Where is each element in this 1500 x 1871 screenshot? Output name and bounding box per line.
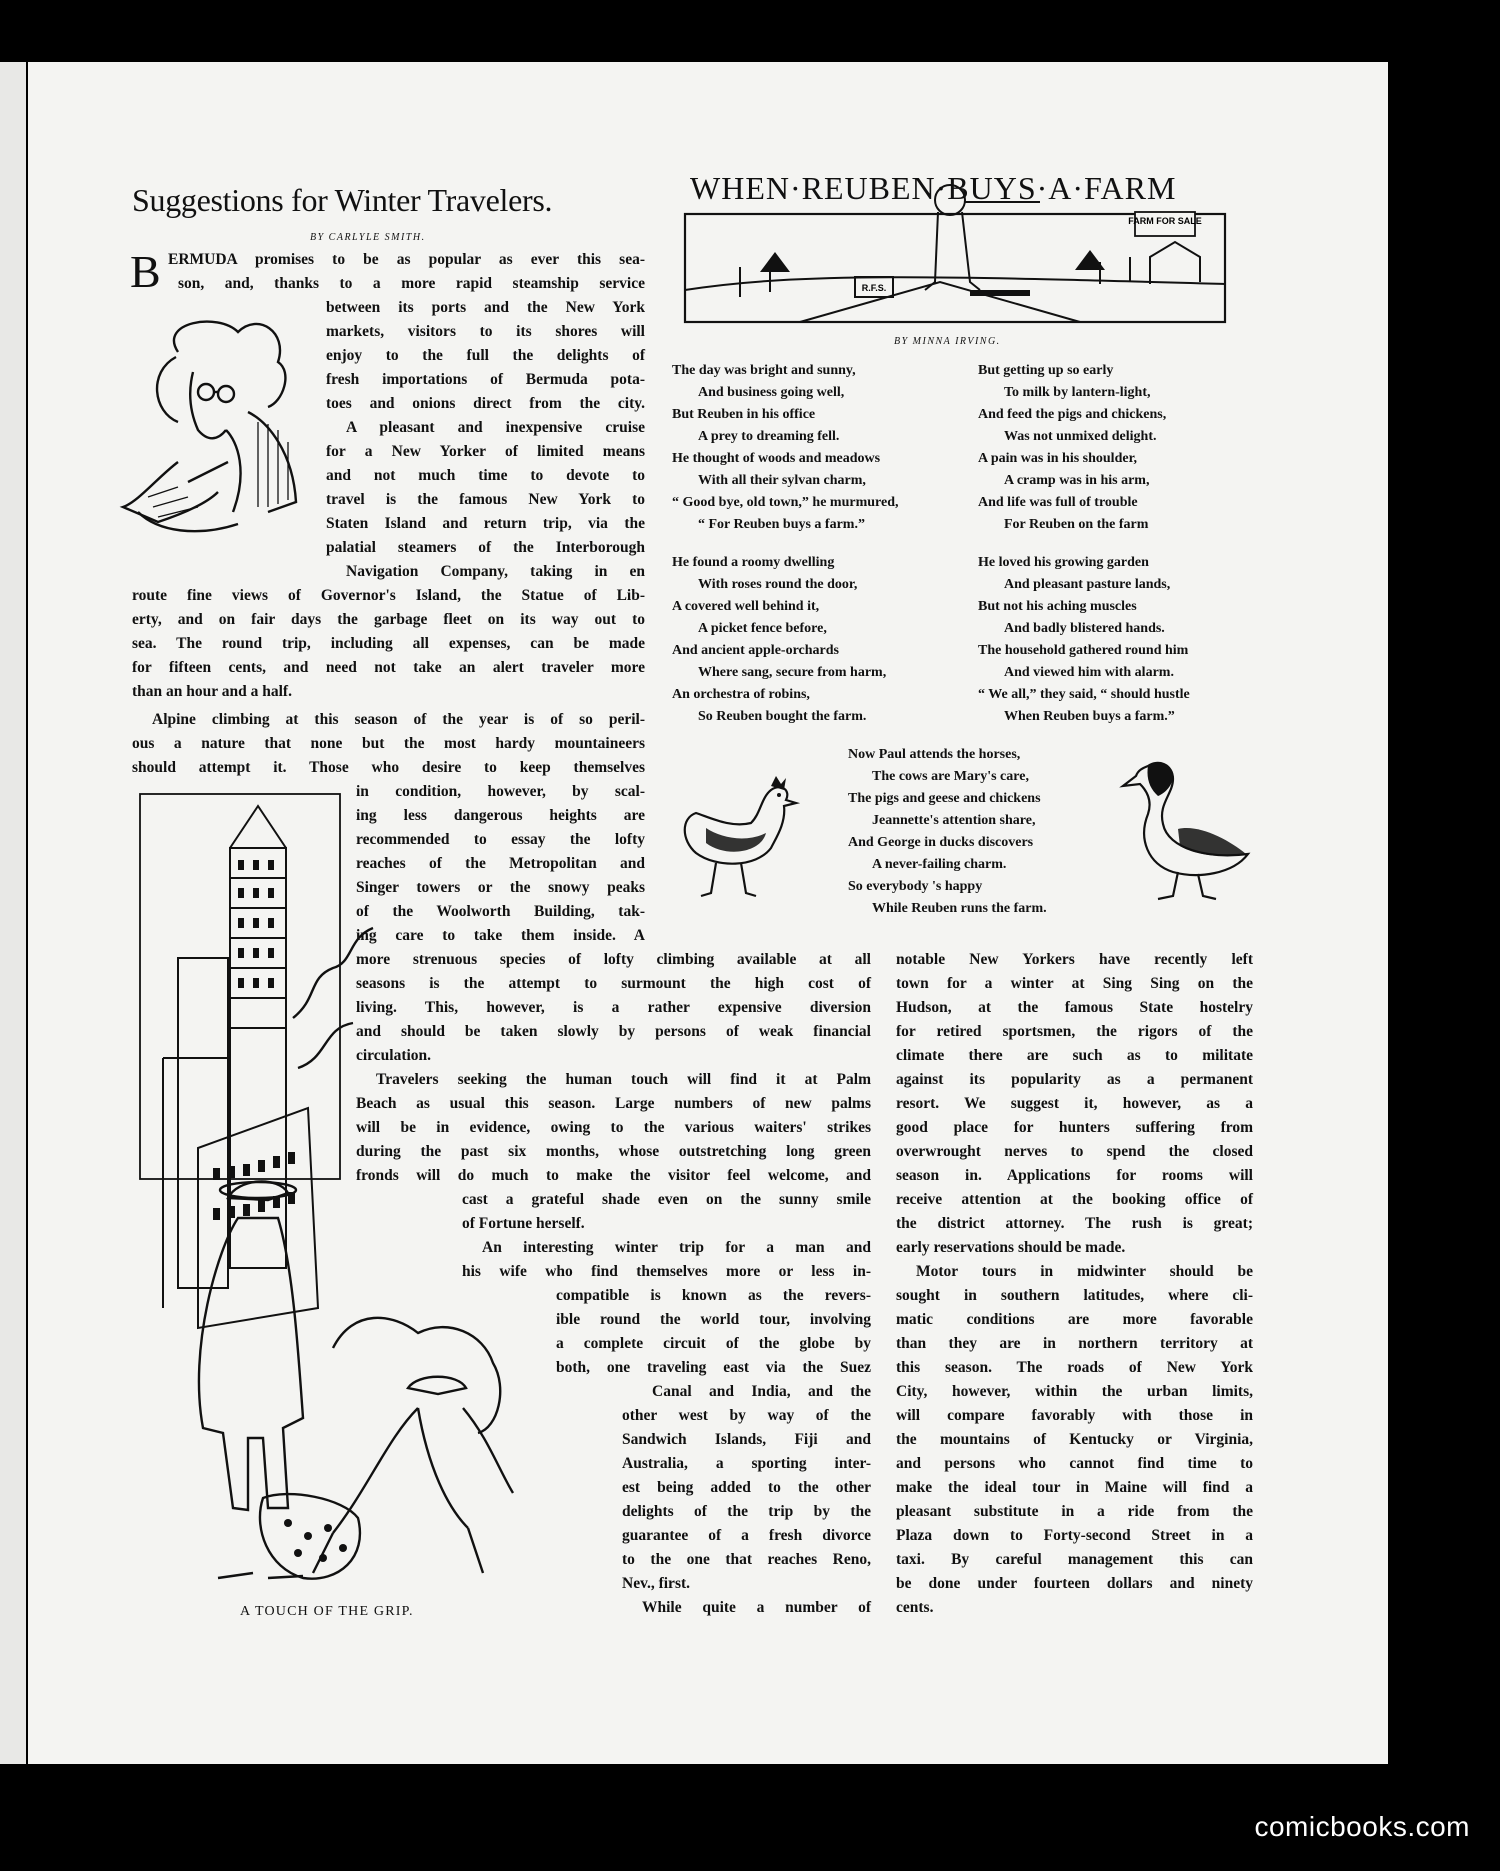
poem-line: Was not unmixed delight. — [1004, 429, 1157, 444]
poem-line: A prey to dreaming fell. — [698, 429, 840, 444]
poem-line: And pleasant pasture lands, — [1004, 577, 1171, 592]
watermark: comicbooks.com — [1254, 1811, 1470, 1842]
article-line: cast a grateful shade even on the sunny smile — [462, 1191, 871, 1208]
article-line: than an hour and a half. — [132, 683, 292, 700]
article-line: both, one traveling east via the Suez — [556, 1359, 871, 1376]
poem-line: To milk by lantern-light, — [1004, 385, 1151, 400]
poem-line: He thought of woods and meadows — [672, 451, 881, 466]
article-line: than they are in northern territory at — [896, 1335, 1253, 1352]
article-line: Australia, a sporting inter- — [622, 1455, 871, 1472]
article-line: reaches of the Metropolitan and — [356, 855, 645, 872]
article-line: markets, visitors to its shores will — [326, 323, 645, 340]
article-line: will be in evidence, owing to the various waiters' strikes — [356, 1119, 871, 1136]
article-line: Beach as usual this season. Large numbers of new palms — [356, 1095, 871, 1112]
article-line: should attempt it. Those who desire to keep themselves — [132, 759, 645, 776]
article-byline: BY CARLYLE SMITH. — [310, 232, 426, 243]
poem-line: When Reuben buys a farm.” — [1004, 709, 1175, 724]
poem-line: While Reuben runs the farm. — [872, 901, 1047, 916]
article-line: be done under fourteen dollars and ninety — [896, 1575, 1253, 1592]
article-line: his wife who find themselves more or less in- — [462, 1263, 871, 1280]
article-line: overwrought nerves to spend the closed — [896, 1143, 1253, 1160]
article-line: this season. The roads of New York — [896, 1359, 1253, 1376]
hen-illustration — [676, 768, 806, 908]
article-line: travel is the famous New York to — [326, 491, 645, 508]
poem-line: And badly blistered hands. — [1004, 621, 1165, 636]
article-line: A pleasant and inexpensive cruise — [346, 419, 645, 436]
poem-line: With roses round the door, — [698, 577, 858, 592]
poem-line: The pigs and geese and chickens — [848, 791, 1041, 806]
article-line: in condition, however, by scal- — [356, 783, 645, 800]
article-line: ing less dangerous heights are — [356, 807, 645, 824]
poem-line: Where sang, secure from harm, — [698, 665, 887, 680]
poem-line: So Reuben bought the farm. — [698, 709, 867, 724]
touch-of-the-grip-illustration — [118, 788, 598, 1596]
article-line: taxi. By careful management this can — [896, 1551, 1253, 1568]
article-line: resort. We suggest it, however, as a — [896, 1095, 1253, 1112]
article-line: and persons who cannot find time to — [896, 1455, 1253, 1472]
article-line: Hudson, at the famous State hostelry — [896, 999, 1253, 1016]
article-line: between its ports and the New York — [326, 299, 645, 316]
previous-page-edge — [0, 62, 26, 1764]
poem-line: For Reuben on the farm — [1004, 517, 1149, 532]
article-line: Staten Island and return trip, via the — [326, 515, 645, 532]
article-line: seasons is the attempt to surmount the high cost of — [356, 975, 871, 992]
poem-line: And ancient apple-orchards — [672, 643, 839, 658]
poem-line: And life was full of trouble — [978, 495, 1138, 510]
reuben-bag-label: R.F.S. — [861, 283, 887, 293]
article-line: Singer towers or the snowy peaks — [356, 879, 645, 896]
article-line: route fine views of Governor's Island, the Statue of Lib- — [132, 587, 645, 604]
poem-line: And business going well, — [698, 385, 845, 400]
poem-line: So everybody 's happy — [848, 879, 983, 894]
article-line: ing care to take them inside. A — [356, 927, 645, 944]
article-line: palatial steamers of the Interborough — [326, 539, 645, 556]
article-line: enjoy to the full the delights of — [326, 347, 645, 364]
article-line: delights of the trip by the — [622, 1503, 871, 1520]
article-line: toes and onions direct from the city. — [326, 395, 645, 412]
article-line: will compare favorably with those in — [896, 1407, 1253, 1424]
article-line: season in. Applications for rooms will — [896, 1167, 1253, 1184]
article-line: guarantee of a fresh divorce — [622, 1527, 871, 1544]
article-line: Travelers seeking the human touch will find it at Palm — [376, 1071, 871, 1088]
poem-line: But not his aching muscles — [978, 599, 1137, 614]
article-line: An interesting winter trip for a man and — [482, 1239, 871, 1256]
article-line: notable New Yorkers have recently left — [896, 951, 1253, 968]
poem-line: Now Paul attends the horses, — [848, 747, 1021, 762]
article-line: ERMUDA promises to be as popular as ever this sea- — [168, 251, 645, 268]
article-line: the district attorney. The rush is great; — [896, 1215, 1253, 1232]
article-line: cents. — [896, 1599, 934, 1616]
article-line: pleasant substitute in a ride from the — [896, 1503, 1253, 1520]
article-line: for fifteen cents, and need not take an alert traveler more — [132, 659, 645, 676]
article-line: good place for hunters suffering from — [896, 1119, 1253, 1136]
poem-line: Jeannette's attention share, — [872, 813, 1036, 828]
article-line: climate there are such as to militate — [896, 1047, 1253, 1064]
article-line: Canal and India, and the — [652, 1383, 871, 1400]
article-line: matic conditions are more favorable — [896, 1311, 1253, 1328]
poem-line: A covered well behind it, — [672, 599, 820, 614]
article-line: for a New Yorker of limited means — [326, 443, 645, 460]
poem-title: WHEN·REUBEN·BUYS·A·FARM — [690, 170, 1177, 206]
poem-line: He loved his growing garden — [978, 555, 1149, 570]
article-line: against its popularity as a permanent — [896, 1071, 1253, 1088]
article-line: Nev., first. — [622, 1575, 691, 1592]
poem-line: An orchestra of robins, — [672, 687, 810, 702]
article-line: for retired sportsmen, the rigors of the — [896, 1023, 1253, 1040]
article-line: est being added to the other — [622, 1479, 871, 1496]
poem-line: And feed the pigs and chickens, — [978, 407, 1167, 422]
article-line: Navigation Company, taking in en — [346, 563, 645, 580]
poem-line: But Reuben in his office — [672, 407, 816, 422]
poem-line: “ We all,” they said, “ should hustle — [978, 687, 1190, 702]
farm-for-sale-sign: FARM FOR SALE — [1128, 216, 1202, 226]
article-line: fresh importations of Bermuda pota- — [326, 371, 645, 388]
poem-line: And George in ducks discovers — [848, 835, 1034, 850]
article-line: fronds will do much to make the visitor feel welcome, and — [356, 1167, 871, 1184]
article-line: to the one that reaches Reno, — [622, 1551, 871, 1568]
article-title: Suggestions for Winter Travelers. — [132, 182, 553, 218]
article-line: erty, and on fair days the garbage fleet on its way out to — [132, 611, 645, 628]
poem-line: “ Good bye, old town,” he murmured, — [672, 495, 899, 510]
article-line: town for a winter at Sing Sing on the — [896, 975, 1253, 992]
article-line: circulation. — [356, 1047, 432, 1064]
poem-line: The day was bright and sunny, — [672, 363, 856, 378]
article-line: of the Woolworth Building, tak- — [356, 903, 645, 920]
poem-line: And viewed him with alarm. — [1004, 665, 1174, 680]
caricature-writer-illustration — [118, 312, 318, 542]
article-line: While quite a number of — [642, 1599, 871, 1616]
article-line: of Fortune herself. — [462, 1215, 585, 1232]
article-line: son, and, thanks to a more rapid steamship service — [178, 275, 645, 292]
article-line: make the ideal tour in Maine will find a — [896, 1479, 1253, 1496]
article-line: compatible is known as the revers- — [556, 1287, 871, 1304]
article-line: City, however, within the urban limits, — [896, 1383, 1253, 1400]
article-line: and should be taken slowly by persons of weak financial — [356, 1023, 871, 1040]
poem-byline: BY MINNA IRVING. — [894, 336, 1001, 347]
article-line: recommended to essay the lofty — [356, 831, 645, 848]
article-line: more strenuous species of lofty climbing available at all — [356, 951, 871, 968]
article-line: during the past six months, whose outstretching long green — [356, 1143, 871, 1160]
poem-line: A picket fence before, — [698, 621, 827, 636]
poem-line: A pain was in his shoulder, — [978, 451, 1137, 466]
article-line: Sandwich Islands, Fiji and — [622, 1431, 871, 1448]
illustration-caption: A TOUCH OF THE GRIP. — [240, 1604, 414, 1619]
poem-line: A cramp was in his arm, — [1004, 473, 1150, 488]
article-line: sought in southern latitudes, where cli- — [896, 1287, 1253, 1304]
poem-line: “ For Reuben buys a farm.” — [698, 517, 865, 532]
article-line: a complete circuit of the globe by — [556, 1335, 871, 1352]
article-line: and not much time to devote to — [326, 467, 645, 484]
article-line: sea. The round trip, including all expenses, can be made — [132, 635, 645, 652]
article-line: Alpine climbing at this season of the year is of so peril- — [152, 711, 645, 728]
poem-line: The household gathered round him — [978, 643, 1189, 658]
drop-cap: B — [130, 246, 161, 297]
article-line: ous a nature that none but the most hardy mountaineers — [132, 735, 645, 752]
article-line: early reservations should be made. — [896, 1239, 1126, 1256]
article-line: receive attention at the booking office of — [896, 1191, 1253, 1208]
article-line: ible round the world tour, involving — [556, 1311, 871, 1328]
article-line: Motor tours in midwinter should be — [916, 1263, 1253, 1280]
duck-illustration — [1118, 754, 1258, 904]
poem-line: The cows are Mary's care, — [872, 769, 1029, 784]
poem-line: With all their sylvan charm, — [698, 473, 866, 488]
article-line: the mountains of Kentucky or Virginia, — [896, 1431, 1253, 1448]
article-line: other west by way of the — [622, 1407, 871, 1424]
poem-line: A never-failing charm. — [872, 857, 1007, 872]
article-line: living. This, however, is a rather expensive diversion — [356, 999, 871, 1016]
poem-line: He found a roomy dwelling — [672, 555, 835, 570]
poem-line: But getting up so early — [978, 363, 1114, 378]
article-line: Plaza down to Forty-second Street in a — [896, 1527, 1253, 1544]
